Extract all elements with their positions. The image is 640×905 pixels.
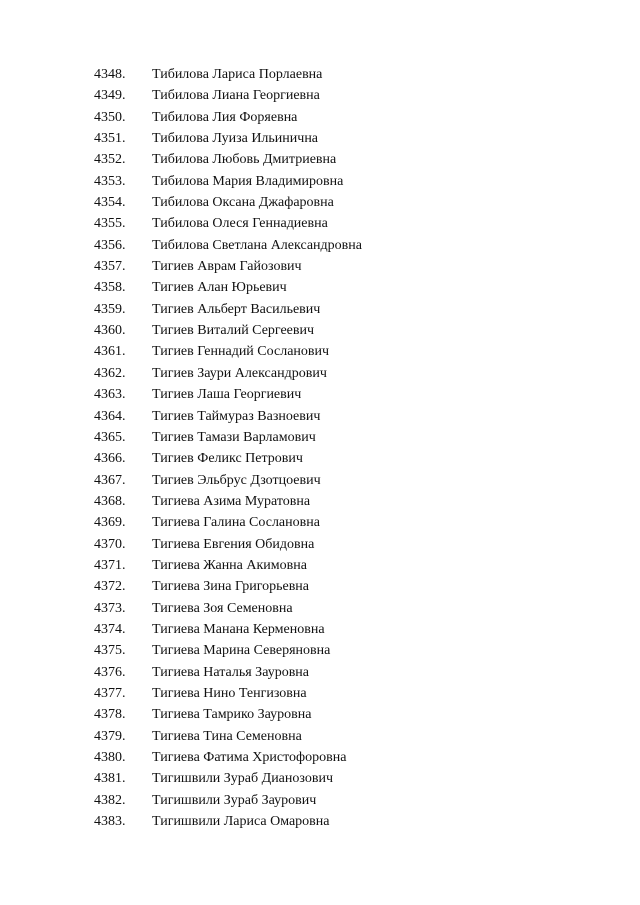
entry-name: Тигиева Евгения Обидовна <box>152 536 315 552</box>
list-item <box>94 619 362 640</box>
entry-number: 4350. <box>94 109 126 125</box>
list-item <box>94 320 362 341</box>
entry-name: Тигиева Галина Сослановна <box>152 515 320 531</box>
entry-name: Тибилова Любовь Дмитриевна <box>152 152 337 168</box>
entry-name: Тибилова Мария Владимировна <box>152 173 344 189</box>
list-item <box>94 406 362 427</box>
entry-name: Тигиева Азима Муратовна <box>152 493 311 509</box>
list-item <box>94 107 362 128</box>
entry-number: 4375. <box>94 643 126 659</box>
entry-number: 4352. <box>94 152 126 168</box>
entry-number: 4364. <box>94 408 126 424</box>
entry-number: 4369. <box>94 515 126 531</box>
entry-number: 4368. <box>94 493 126 509</box>
entry-number: 4360. <box>94 323 126 339</box>
entry-name: Тигиева Фатима Христофоровна <box>152 750 347 765</box>
list-item <box>94 662 362 683</box>
entry-name: Тигиев Геннадий Сосланович <box>152 344 330 360</box>
entry-name: Тигиев Заури Александрович <box>152 365 327 381</box>
entry-number: 4363. <box>94 387 126 403</box>
entry-number: 4348. <box>94 67 126 82</box>
entry-number: 4383. <box>94 814 126 830</box>
entry-name: Тигиев Феликс Петрович <box>152 451 303 467</box>
list-item <box>94 341 362 362</box>
entry-name: Тибилова Оксана Джафаровна <box>152 195 334 211</box>
list-item <box>94 640 362 661</box>
entry-number: 4359. <box>94 301 126 317</box>
list-item <box>94 512 362 533</box>
list-item <box>94 790 362 811</box>
list-item <box>94 683 362 704</box>
entry-name: Тибилова Лия Форяевна <box>152 109 298 125</box>
entry-number: 4354. <box>94 195 126 211</box>
entry-name: Тибилова Светлана Александровна <box>152 237 362 253</box>
entry-number: 4379. <box>94 728 126 744</box>
entry-name: Тигиев Альберт Васильевич <box>152 301 321 317</box>
list-item <box>94 598 362 619</box>
entry-number: 4376. <box>94 664 126 680</box>
list-item <box>94 726 362 747</box>
entry-name: Тигиева Жанна Акимовна <box>152 557 307 573</box>
list-item <box>94 213 362 234</box>
name-list <box>94 64 362 832</box>
list-item <box>94 85 362 106</box>
entry-number: 4372. <box>94 579 126 595</box>
entry-number: 4382. <box>94 792 126 808</box>
list-item <box>94 768 362 789</box>
list-item <box>94 256 362 277</box>
entry-name: Тигиева Тамрико Зауровна <box>152 707 312 723</box>
entry-number: 4353. <box>94 173 126 189</box>
entry-name: Тигишвили Зураб Заурович <box>152 792 317 808</box>
entry-name: Тигиева Нино Тенгизовна <box>152 685 307 701</box>
entry-number: 4351. <box>94 131 126 147</box>
entry-name: Тибилова Олеся Геннадиевна <box>152 216 328 232</box>
entry-name: Тигиев Аврам Гайозович <box>152 259 302 275</box>
list-item <box>94 384 362 405</box>
entry-name: Тигиев Алан Юрьевич <box>152 280 287 296</box>
list-item <box>94 555 362 576</box>
list-item <box>94 427 362 448</box>
list-item <box>94 299 362 320</box>
list-item <box>94 576 362 597</box>
list-item <box>94 235 362 256</box>
entry-number: 4349. <box>94 88 126 104</box>
entry-number: 4373. <box>94 600 126 616</box>
entry-number: 4371. <box>94 557 126 573</box>
entry-name: Тибилова Лиана Георгиевна <box>152 88 320 104</box>
entry-number: 4355. <box>94 216 126 232</box>
entry-name: Тигиева Марина Северяновна <box>152 643 331 659</box>
entry-number: 4378. <box>94 707 126 723</box>
entry-name: Тигиев Эльбрус Дзотцоевич <box>152 472 321 488</box>
list-item <box>94 128 362 149</box>
list-item <box>94 64 362 85</box>
entry-name: Тигиева Зина Григорьевна <box>152 579 310 595</box>
list-item <box>94 811 362 832</box>
entry-number: 4370. <box>94 536 126 552</box>
entry-number: 4362. <box>94 365 126 381</box>
entry-number: 4357. <box>94 259 126 275</box>
entry-number: 4377. <box>94 685 126 701</box>
entry-name: Тигишвили Зураб Дианозович <box>152 771 333 787</box>
entry-name: Тибилова Лариса Порлаевна <box>152 67 323 82</box>
entry-name: Тибилова Луиза Ильинична <box>152 131 319 147</box>
list-item <box>94 171 362 192</box>
list-item <box>94 747 362 768</box>
entry-name: Тигиева Зоя Семеновна <box>152 600 293 616</box>
entry-name: Тигиева Тина Семеновна <box>152 728 302 744</box>
entry-name: Тигиев Таймураз Вазноевич <box>152 408 321 424</box>
list-item <box>94 363 362 384</box>
list-item <box>94 192 362 213</box>
entry-name: Тигиев Тамази Варламович <box>152 429 316 445</box>
entry-name: Тигишвили Лариса Омаровна <box>152 814 330 830</box>
entry-number: 4367. <box>94 472 126 488</box>
list-item <box>94 704 362 725</box>
entry-name: Тигиев Виталий Сергеевич <box>152 323 315 339</box>
entry-number: 4365. <box>94 429 126 445</box>
entry-number: 4366. <box>94 451 126 467</box>
entry-number: 4361. <box>94 344 126 360</box>
entry-number: 4380. <box>94 750 126 765</box>
entry-name: Тигиева Наталья Зауровна <box>152 664 310 680</box>
entry-number: 4358. <box>94 280 126 296</box>
list-item <box>94 470 362 491</box>
entry-name: Тигиева Манана Керменовна <box>152 621 325 637</box>
list-item <box>94 534 362 555</box>
list-item <box>94 491 362 512</box>
entry-name: Тигиев Лаша Георгиевич <box>152 387 302 403</box>
list-item <box>94 448 362 469</box>
list-item <box>94 149 362 170</box>
entry-number: 4374. <box>94 621 126 637</box>
list-item <box>94 277 362 298</box>
entry-number: 4381. <box>94 771 126 787</box>
entry-number: 4356. <box>94 237 126 253</box>
